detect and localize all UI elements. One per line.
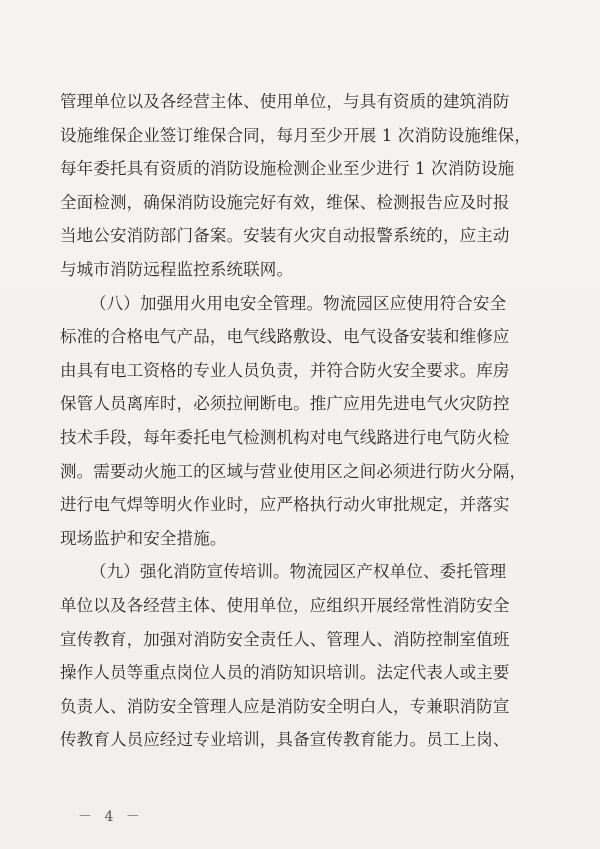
text-line: 当地公安消防部门备案。安装有火灾自动报警系统的，应主动 <box>60 226 510 246</box>
text-line: 设施维保企业签订维保合同，每月至少开展 1 次消防设施维保， <box>60 125 531 145</box>
text-line: 保管人员离库时，必须拉闸断电。推广应用先进电气火灾防控 <box>60 394 510 414</box>
text-line: 每年委托具有资质的消防设施检测企业至少进行 1 次消防设施 <box>60 159 515 179</box>
section-heading-line: （九）强化消防宣传培训。物流园区产权单位、委托管理 <box>90 562 507 582</box>
text-line: 宣传教育，加强对消防安全责任人、管理人、消防控制室值班 <box>60 629 510 649</box>
body-text <box>60 85 560 757</box>
text-line: 全面检测，确保消防设施完好有效，维保、检测报告应及时报 <box>60 192 510 212</box>
text-line: 管理单位以及各经营主体、使用单位，与具有资质的建筑消防 <box>60 92 510 111</box>
text-line: 测。需要动火施工的区域与营业使用区之间必须进行防火分隔， <box>60 461 527 481</box>
text-line: 与城市消防远程监控系统联网。 <box>60 259 294 279</box>
text-line: 传教育人员应经过专业培训，具备宣传教育能力。员工上岗、 <box>60 730 510 750</box>
page-number: － 4 － <box>78 809 144 825</box>
text-line: 由具有电工资格的专业人员负责，并符合防火安全要求。库房 <box>60 360 510 380</box>
text-line: 负责人、消防安全管理人应是消防安全明白人，专兼职消防宣 <box>60 696 510 716</box>
text-line: 标准的合格电气产品，电气线路敷设、电气设备安装和维修应 <box>60 327 510 347</box>
text-line: 进行电气焊等明火作业时，应严格执行动火审批规定，并落实 <box>60 495 510 515</box>
section-heading-line: （八）加强用火用电安全管理。物流园区应使用符合安全 <box>90 293 507 313</box>
text-line: 技术手段，每年委托电气检测机构对电气线路进行电气防火检 <box>60 427 510 447</box>
text-line: 现场监护和安全措施。 <box>60 528 227 548</box>
text-line: 单位以及各经营主体、使用单位，应组织开展经常性消防安全 <box>60 595 510 615</box>
text-line: 操作人员等重点岗位人员的消防知识培训。法定代表人或主要 <box>60 663 510 683</box>
